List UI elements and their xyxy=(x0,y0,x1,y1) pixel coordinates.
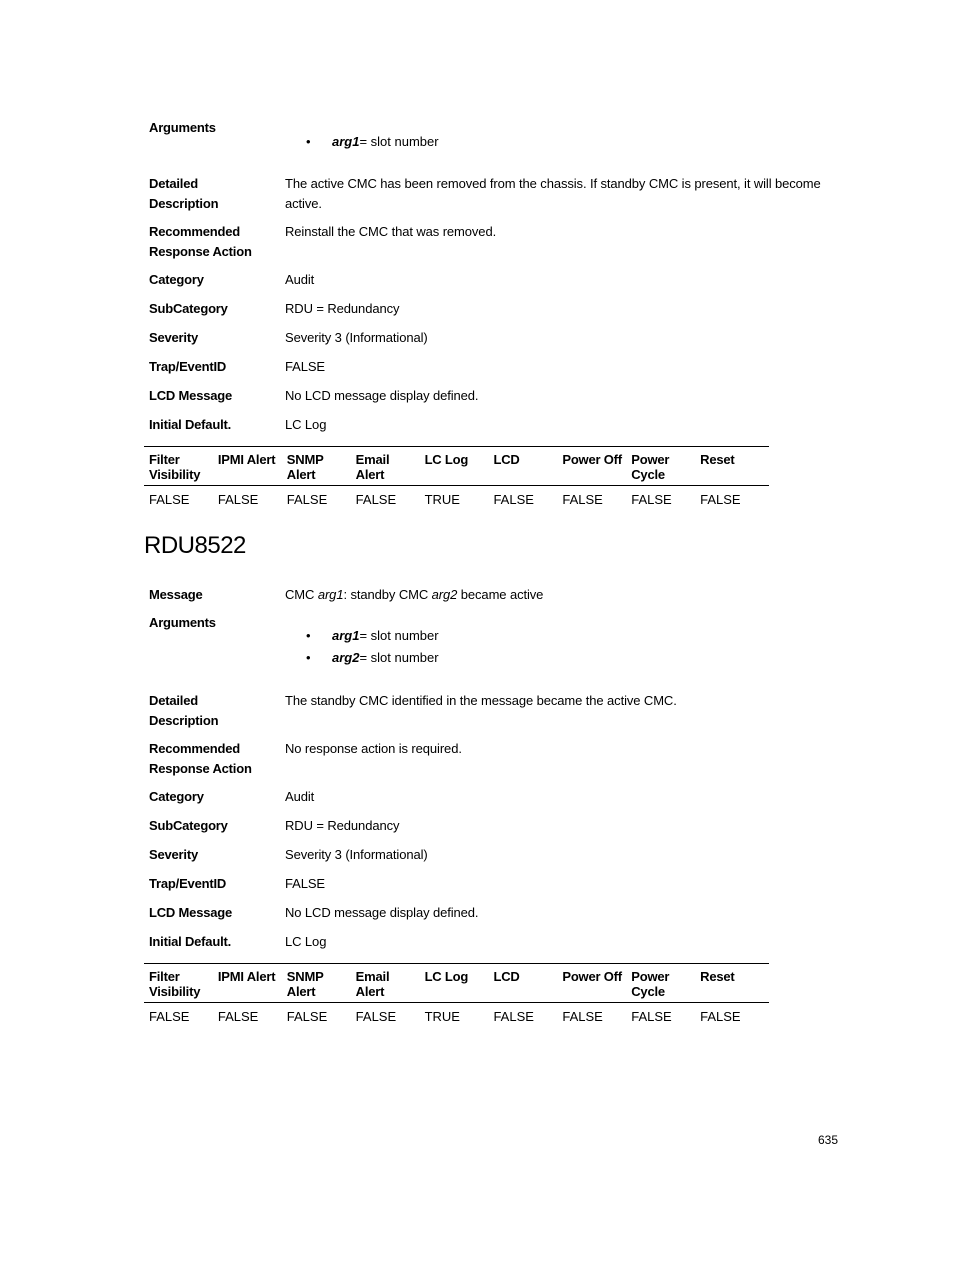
lcd-message-label: LCD Message xyxy=(149,905,233,920)
filter-cell: FALSE xyxy=(631,1009,672,1024)
filter-cell: FALSE xyxy=(355,492,397,507)
filter-header: Email Alert xyxy=(355,452,390,482)
bullet-icon: • xyxy=(306,628,311,643)
initial-default-value: LC Log xyxy=(285,417,327,432)
trap-label: Trap/EventID xyxy=(149,876,227,891)
filter-header: Reset xyxy=(700,452,735,467)
filter-cell: FALSE xyxy=(493,1009,534,1024)
filter-table-2 xyxy=(144,963,769,1031)
list-item xyxy=(306,650,439,672)
subcategory-value: RDU = Redundancy xyxy=(285,818,400,833)
arg-desc: = slot number xyxy=(359,628,439,643)
severity-row-2 xyxy=(149,845,839,865)
table-row xyxy=(144,1003,769,1031)
subcategory-label: SubCategory xyxy=(149,818,228,833)
filter-header: LC Log xyxy=(424,969,469,984)
arg-name: arg1 xyxy=(332,134,360,149)
filter-header: LC Log xyxy=(424,452,469,467)
lcd-message-value: No LCD message display defined. xyxy=(285,905,479,920)
trap-value: FALSE xyxy=(285,359,325,374)
filter-cell: FALSE xyxy=(217,492,259,507)
severity-row-1 xyxy=(149,328,839,348)
severity-value: Severity 3 (Informational) xyxy=(285,847,428,862)
initial-default-label: Initial Default. xyxy=(149,934,232,949)
arg-name: arg1 xyxy=(332,628,360,643)
bullet-icon: • xyxy=(306,650,311,665)
filter-cell: FALSE xyxy=(355,1009,397,1024)
message-label: Message xyxy=(149,587,203,602)
category-value: Audit xyxy=(285,272,315,287)
filter-header: Power Cycle xyxy=(631,452,670,482)
filter-cell: FALSE xyxy=(562,1009,603,1024)
severity-value: Severity 3 (Informational) xyxy=(285,330,428,345)
trap-row-2 xyxy=(149,874,839,894)
arguments-list-1 xyxy=(306,134,439,156)
lcd-message-value: No LCD message display defined. xyxy=(285,388,479,403)
recommended-action-value: Reinstall the CMC that was removed. xyxy=(285,224,497,239)
filter-header: SNMP Alert xyxy=(286,969,324,999)
list-item xyxy=(306,628,439,650)
subcategory-value: RDU = Redundancy xyxy=(285,301,400,316)
lcd-message-row-2 xyxy=(149,903,839,923)
severity-label: Severity xyxy=(149,330,198,345)
filter-header-row xyxy=(144,964,769,1002)
filter-header: LCD xyxy=(493,452,520,467)
detailed-label: Detailed xyxy=(149,693,198,708)
response-action-label: Response Action xyxy=(149,243,252,259)
arguments-label: Arguments xyxy=(149,615,216,630)
filter-cell: FALSE xyxy=(286,1009,328,1024)
detailed-description-value: The standby CMC identified in the message became the active CMC. xyxy=(285,693,677,708)
filter-header: SNMP Alert xyxy=(286,452,324,482)
recommended-action-value: No response action is required. xyxy=(285,741,462,756)
response-action-label: Response Action xyxy=(149,760,252,776)
detailed-label: Detailed xyxy=(149,176,198,191)
filter-header: Power Cycle xyxy=(631,969,670,999)
filter-cell: FALSE xyxy=(217,1009,259,1024)
arguments-label: Arguments xyxy=(149,120,216,135)
lcd-message-row-1 xyxy=(149,386,839,406)
lcd-message-label: LCD Message xyxy=(149,388,233,403)
initial-default-row-2 xyxy=(149,932,839,952)
filter-cell: FALSE xyxy=(493,492,534,507)
filter-cell: FALSE xyxy=(149,1009,190,1024)
arguments-row-2 xyxy=(149,615,839,630)
filter-cell: FALSE xyxy=(286,492,328,507)
filter-header: IPMI Alert xyxy=(217,969,276,984)
arguments-row-1 xyxy=(149,120,839,135)
filter-cell: TRUE xyxy=(424,492,460,507)
recommended-action-row-1 xyxy=(149,222,839,261)
severity-label: Severity xyxy=(149,847,198,862)
initial-default-label: Initial Default. xyxy=(149,417,232,432)
section-heading: RDU8522 xyxy=(144,532,246,559)
category-label: Category xyxy=(149,272,204,287)
filter-table-1 xyxy=(144,446,769,514)
description-label: Description xyxy=(149,712,219,728)
category-row-1 xyxy=(149,270,839,290)
arg-name: arg2 xyxy=(332,650,360,665)
recommended-label: Recommended xyxy=(149,224,240,239)
description-label: Description xyxy=(149,195,219,211)
filter-cell: FALSE xyxy=(700,492,741,507)
filter-header: IPMI Alert xyxy=(217,452,276,467)
detailed-description-row-2 xyxy=(149,691,839,730)
detailed-description-value: The active CMC has been removed from the chassis. If standby CMC is present, it will become active. xyxy=(285,176,821,211)
message-row-2 xyxy=(149,585,839,605)
bullet-icon: • xyxy=(306,134,311,149)
category-value: Audit xyxy=(285,789,315,804)
recommended-action-row-2 xyxy=(149,739,839,778)
filter-header: Power Off xyxy=(562,969,622,984)
trap-label: Trap/EventID xyxy=(149,359,227,374)
filter-header: Reset xyxy=(700,969,735,984)
category-row-2 xyxy=(149,787,839,807)
filter-cell: FALSE xyxy=(562,492,603,507)
trap-row-1 xyxy=(149,357,839,377)
arg-desc: = slot number xyxy=(359,650,439,665)
table-row xyxy=(144,486,769,514)
detailed-description-row-1 xyxy=(149,174,839,213)
filter-header: Filter Visibility xyxy=(149,452,201,482)
trap-value: FALSE xyxy=(285,876,325,891)
filter-header: Filter Visibility xyxy=(149,969,201,999)
filter-cell: FALSE xyxy=(149,492,190,507)
category-label: Category xyxy=(149,789,204,804)
filter-cell: FALSE xyxy=(700,1009,741,1024)
arguments-list-2 xyxy=(306,628,439,672)
filter-header: Power Off xyxy=(562,452,622,467)
arg-desc: = slot number xyxy=(359,134,439,149)
message-value: CMC arg1: standby CMC arg2 became active xyxy=(285,587,544,602)
subcategory-label: SubCategory xyxy=(149,301,228,316)
initial-default-row-1 xyxy=(149,415,839,435)
subcategory-row-1 xyxy=(149,299,839,319)
filter-cell: FALSE xyxy=(631,492,672,507)
list-item xyxy=(306,134,439,156)
filter-cell: TRUE xyxy=(424,1009,460,1024)
page-number: 635 xyxy=(818,1133,839,1147)
filter-header: LCD xyxy=(493,969,520,984)
initial-default-value: LC Log xyxy=(285,934,327,949)
recommended-label: Recommended xyxy=(149,741,240,756)
filter-header-row xyxy=(144,447,769,485)
filter-header: Email Alert xyxy=(355,969,390,999)
subcategory-row-2 xyxy=(149,816,839,836)
